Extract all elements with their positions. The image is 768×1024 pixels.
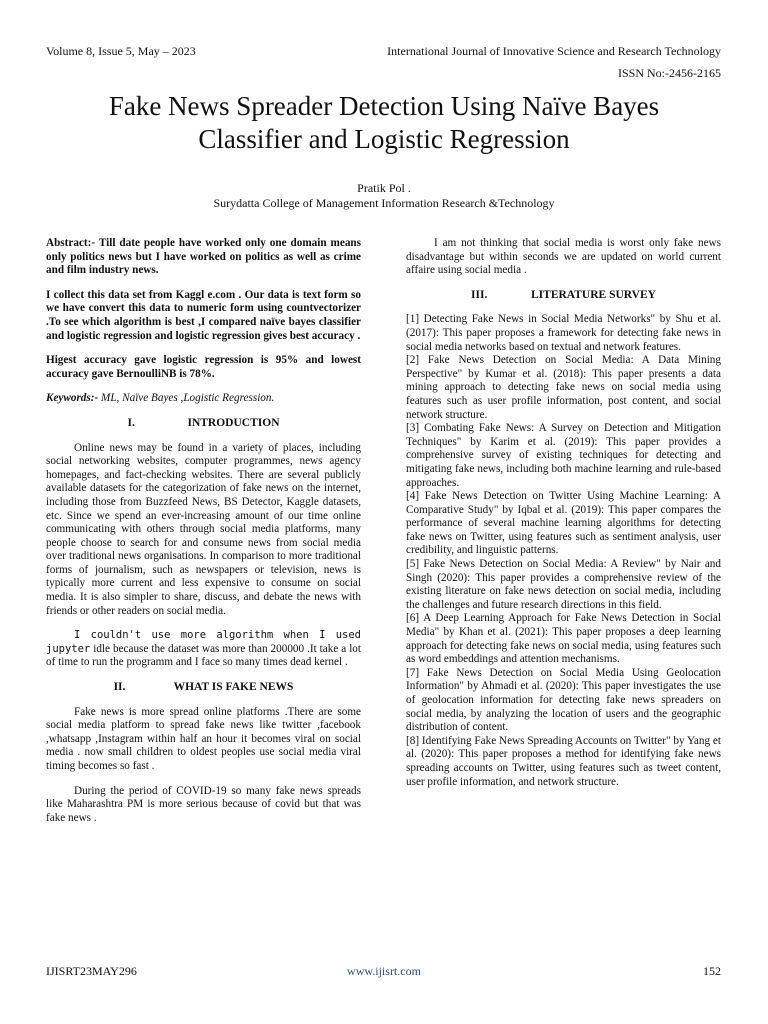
paper-title [40,90,728,156]
section-title: LITERATURE SURVEY [531,288,656,301]
journal-name: International Journal of Innovative Science and Research Technology [387,44,721,58]
keywords-text: ML, Naïve Bayes ,Logistic Regression. [98,392,275,405]
abstract-paragraph-1: Abstract:- Till date people have worked only one domain means only politics news but I have worked on politics as well as crime and film industry news. [46,237,361,277]
intro-paragraph-1: Online news may be found in a variety of places, including social networking websites, computer programmes, news agency homepages, and fact-checking websites. There are several publicly available datasets for the categorization of fake news on the internet, including those from Buzzfeed News, BS Detector, Kaggle datasets, etc. Since we spend an ever-increasing amount of our time online communicating with others through social media platforms, many people choose to search for and consume news from social media over traditional news organisations. In comparison to more traditional forms of journalism, such as newspapers or television, news is typically more current and less expensive to consume on social media. It is also simpler to share, discuss, and debate the news with friends or other readers on social media. [46,441,361,617]
fake-news-paragraph-1: Fake news is more spread online platforms .There are some social media platform to spread fake news like twitter ,facebook ,whatsapp ,Instagram within half an hour it becomes viral on social media . now small children to oldest peoples use social media viral timing becomes so fast . [46,705,361,772]
left-column [46,237,361,825]
reference-item: [1] Detecting Fake News in Social Media Networks" by Shu et al. (2017): This paper proposes a framework for detecting fake news in social media networks based on textual and network features. [406,313,721,353]
right-column [406,237,721,789]
page-number: 152 [703,964,721,978]
reference-item: [6] A Deep Learning Approach for Fake News Detection in Social Media" by Khan et al. (2021): This paper proposes a deep learning approach for detecting fake news on social media, using features such as word embeddings and attention mechanisms. [406,612,721,666]
title-line-1: Fake News Spreader Detection Using Naïve Bayes [108,91,660,121]
right-intro-paragraph: I am not thinking that social media is worst only fake news disadvantage but within seconds we are updated on world current affaire using social media . [406,237,721,277]
section-heading-introduction [46,417,361,431]
section-title: WHAT IS FAKE NEWS [173,681,294,694]
intro-paragraph-2 [46,629,361,670]
reference-item: [7] Fake News Detection on Social Media Using Geolocation Information" by Ahmadi et al. (2020): This paper investigates the use of geolocation information for detecting fake news spreaders on social media, by analyzing the location of users and the geographic distribution of content. [406,666,721,734]
keywords [46,392,361,406]
paper-id: IJISRT23MAY296 [46,964,137,978]
keywords-label: Keywords:- [46,392,99,405]
section-heading-literature-survey [406,289,721,303]
author: Pratik Pol . [357,181,411,195]
reference-item: [3] Combating Fake News: A Survey on Detection and Mitigation Techniques" by Karim et al. (2019): This paper provides a comprehensive survey of existing techniques for detecting and mitigating fake news, including both machine learning and rule-based approaches. [406,422,721,489]
reference-item: [5] Fake News Detection on Social Media: A Review" by Nair and Singh (2020): This paper provides a comprehensive review of the existing literature on fake news detection on social media, including the challenges and future research directions in this field. [406,558,721,611]
section-heading-fake-news [46,681,361,695]
intro-paragraph-2-rest: idle because the dataset was more than 200000 .It take a lot of time to run the programm and I face so many times dead kernel . [46,642,362,669]
intro-mono-text: I couldn't use more algorithm when I used jupyter [46,629,361,655]
section-number: III. [471,288,488,301]
journal-website-link[interactable]: www.ijisrt.com [347,964,421,978]
fake-news-paragraph-2: During the period of COVID-19 so many fake news spreads like Maharashtra PM is more serious because of covid but that was fake news . [46,784,361,824]
volume-issue: Volume 8, Issue 5, May – 2023 [46,44,196,58]
section-number: II. [113,681,126,694]
title-line-2: Classifier and Logistic Regression [198,124,570,154]
abstract-paragraph-2: I collect this data set from Kaggl e.com . Our data is text form so we have convert this data to numeric form using countvectorizer .To see which algorithm is best ,I compared naïve bayes classifier and logistic regression and logistic regression gives best accuracy . [46,288,361,342]
reference-item: [4] Fake News Detection on Twitter Using Machine Learning: A Comparative Study" by Iqbal et al. (2019): This paper compares the performance of several machine learning algorithms for detecting fake news on Twitter, using features such as sentiment analysis, user credibility, and linguistic patterns. [406,490,721,557]
abstract-paragraph-3: Higest accuracy gave logistic regression is 95% and lowest accuracy gave BernoulliNB is 78%. [46,354,361,380]
reference-item: [8] Identifying Fake News Spreading Accounts on Twitter" by Yang et al. (2020): This paper proposes a method for identifying fake news spreading accounts on Twitter, using features such as tweet content, user profile information, and network structure. [406,734,721,788]
section-title: INTRODUCTION [187,416,280,429]
section-number: I. [127,416,135,429]
reference-item: [2] Fake News Detection on Social Media: A Data Mining Perspective" by Kumar et al. (2018): This paper presents a data mining approach to detecting fake news on social media using features such as user profile information, post content, and social network structure. [406,354,721,421]
issn: ISSN No:-2456-2165 [617,66,721,80]
affiliation: Surydatta College of Management Information Research &Technology [213,196,555,210]
